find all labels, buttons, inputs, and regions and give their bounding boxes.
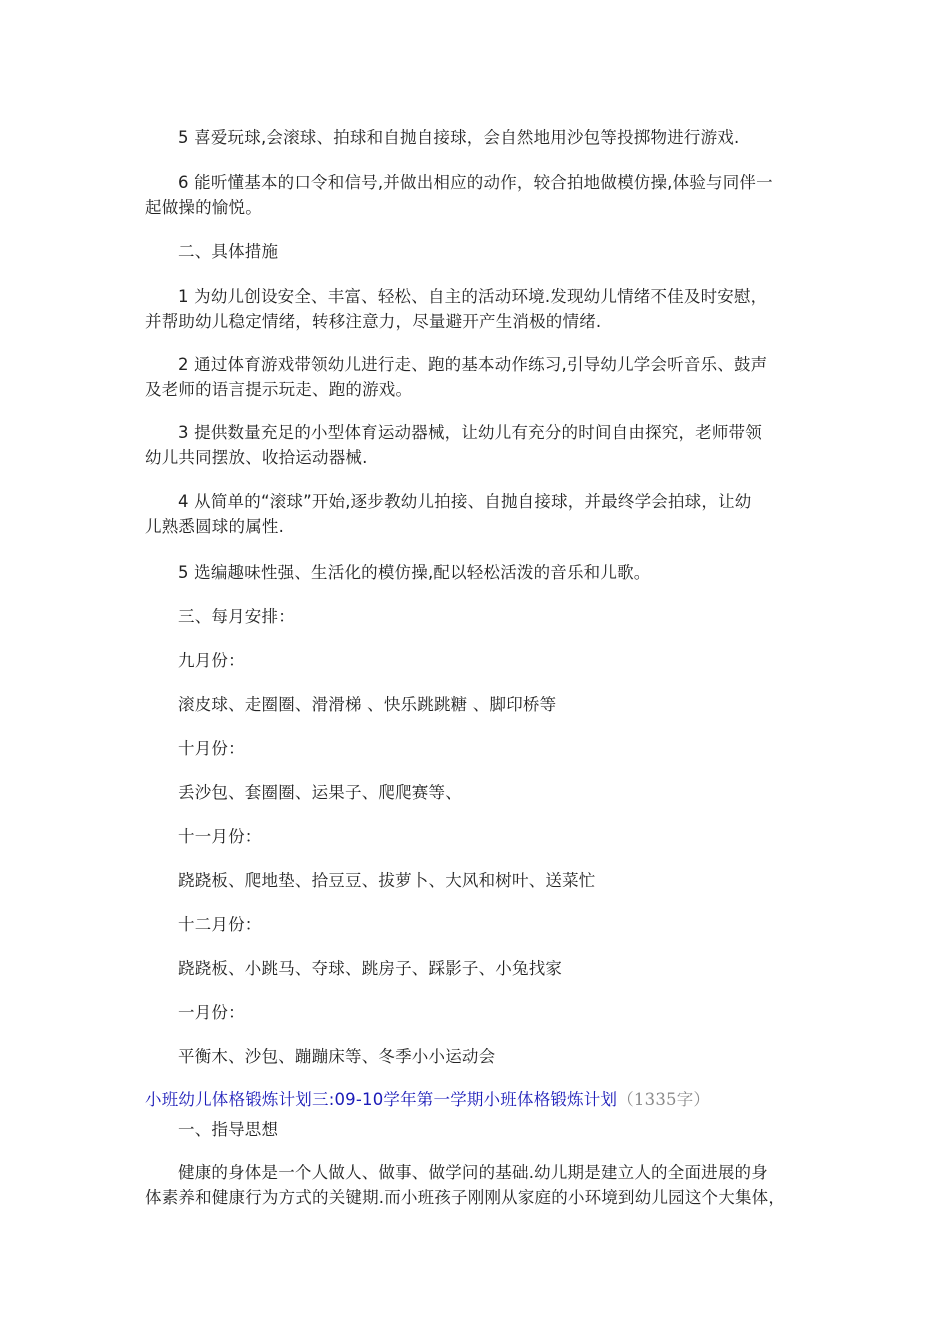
month-label-oct: 十月份：: [178, 739, 245, 758]
section-3-title: 三、每月安排：: [178, 607, 295, 626]
section-2-title: 二、具体措施: [178, 242, 279, 261]
measure-2: [145, 352, 805, 402]
guide-title: 一、指导思想: [178, 1120, 279, 1139]
measure-1-line-1: 1 为幼儿创设安全、丰富、轻松、自主的活动环境.发现幼儿情绪不佳及时安慰，: [178, 287, 768, 306]
month-activities-sep: 滚皮球、走圈圈、滑滑梯 、快乐跳跳糖 、脚印桥等: [178, 695, 557, 714]
month-activities-oct: 丢沙包、套圈圈、运果子、爬爬赛等、: [178, 783, 462, 802]
month-label-sep: 九月份：: [178, 651, 245, 670]
measure-4: [145, 489, 805, 539]
next-article-link[interactable]: 小班幼儿体格锻炼计划三:09-10学年第一学期小班体格锻炼计划: [145, 1090, 618, 1109]
measure-1: [145, 284, 805, 334]
month-activities-jan: 平衡木、沙包、蹦蹦床等、冬季小小运动会: [178, 1047, 496, 1066]
month-label-jan: 一月份：: [178, 1003, 245, 1022]
measure-2-line-1: 2 通过体育游戏带领幼儿进行走、跑的基本动作练习,引导幼儿学会听音乐、鼓声: [178, 355, 768, 374]
measure-3: [145, 420, 805, 470]
next-article-heading: [145, 1087, 805, 1112]
measure-1-line-2: 并帮助幼儿稳定情绪，转移注意力，尽量避开产生消极的情绪.: [145, 312, 602, 331]
goal-6: [145, 170, 805, 220]
guide-paragraph: [145, 1160, 805, 1210]
month-label-nov: 十一月份：: [178, 827, 262, 846]
month-activities-nov: 跷跷板、爬地垫、拾豆豆、拔萝卜、大风和树叶、送菜忙: [178, 871, 596, 890]
goal-6-line-2: 起做操的愉悦。: [145, 198, 262, 217]
measure-4-line-1: 4 从简单的“滚球”开始,逐步教幼儿拍接、自抛自接球，并最终学会拍球，让幼: [178, 492, 752, 511]
measure-3-line-1: 3 提供数量充足的小型体育运动器械，让幼儿有充分的时间自由探究，老师带领: [178, 423, 762, 442]
month-label-dec: 十二月份：: [178, 915, 262, 934]
measure-4-line-2: 儿熟悉圆球的属性.: [145, 517, 285, 536]
goal-6-line-1: 6 能听懂基本的口令和信号,并做出相应的动作，较合拍地做模仿操,体验与同伴一: [178, 173, 773, 192]
guide-paragraph-line-1: 健康的身体是一个人做人、做事、做学问的基础.幼儿期是建立人的全面进展的身: [178, 1163, 768, 1182]
measure-3-line-2: 幼儿共同摆放、收拾运动器械.: [145, 448, 368, 467]
guide-paragraph-line-2: 体素养和健康行为方式的关键期.而小班孩子刚刚从家庭的小环境到幼儿园这个大集体，: [145, 1188, 786, 1207]
word-count: （1335字）: [617, 1090, 711, 1109]
measure-5: 5 选编趣味性强、生活化的模仿操,配以轻松活泼的音乐和儿歌。: [178, 563, 651, 582]
goal-5: 5 喜爱玩球,会滚球、拍球和自抛自接球，会自然地用沙包等投掷物进行游戏.: [178, 128, 740, 147]
measure-2-line-2: 及老师的语言提示玩走、跑的游戏。: [145, 380, 413, 399]
month-activities-dec: 跷跷板、小跳马、夺球、跳房子、踩影子、小兔找家: [178, 959, 563, 978]
